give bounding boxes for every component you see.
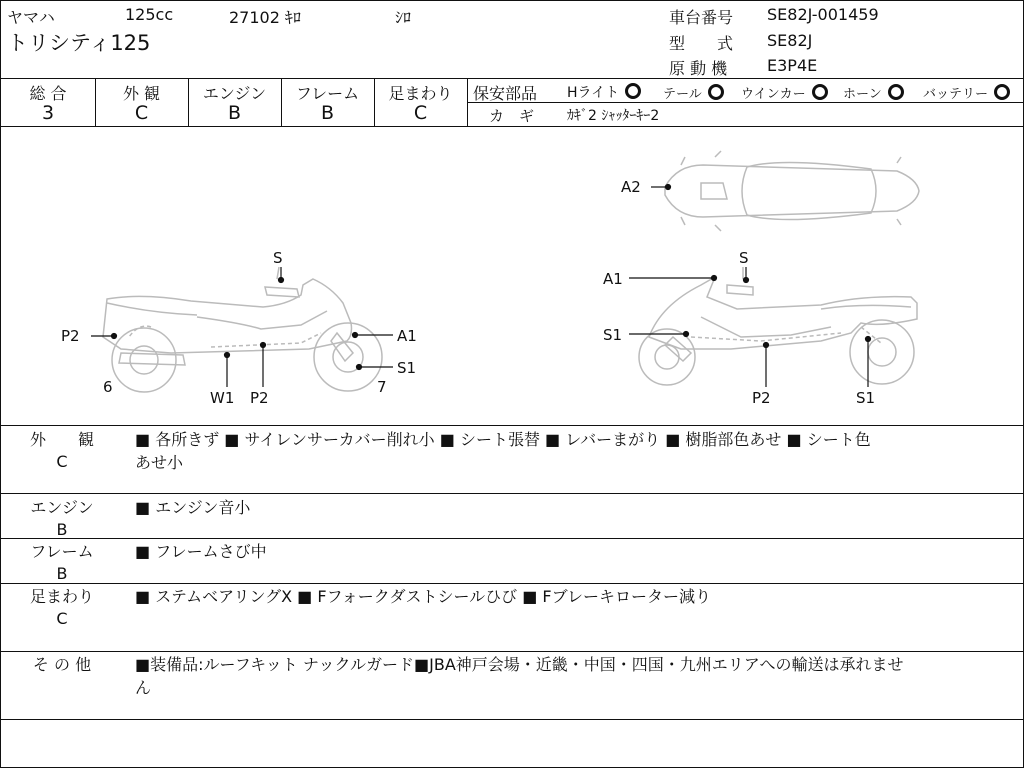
suspension-value: C <box>413 102 428 124</box>
engine-grade-value: B <box>227 102 242 124</box>
type-label: 型 式 <box>669 34 734 53</box>
ok-mark-icon <box>994 84 1010 100</box>
scooter-top-view <box>665 151 919 231</box>
diagram-label-a1: A1 <box>397 327 417 345</box>
suspension-label: 足まわり <box>388 84 453 103</box>
diagram-label-p2-bottom: P2 <box>250 389 269 407</box>
divider <box>1 538 1023 539</box>
safety-item-tail: テール <box>663 83 724 102</box>
key-label: カ ギ <box>489 107 535 125</box>
remark-text-engine: ■ エンジン音小 <box>135 498 251 517</box>
diagram-label-s-right: S <box>739 249 749 267</box>
diagram-label-s1-front: S1 <box>603 326 623 344</box>
remark-label-frame: フレーム B <box>30 542 94 583</box>
color: ｼﾛ <box>395 8 412 27</box>
overall-value: 3 <box>41 102 55 124</box>
remark-text-other: ■装備品:ルーフキット ナックルガード■JBA神戸会場・近畿・中国・四国・九州エリアへの輸送は承れませ ん <box>135 655 904 697</box>
safety-label: 保安部品 <box>473 84 538 103</box>
safety-item-winker: ウインカー <box>741 83 828 102</box>
exterior-value: C <box>134 102 149 124</box>
diagram-label-w1: W1 <box>210 389 235 407</box>
diagram-label-p2-front: P2 <box>61 327 80 345</box>
diagram-label-s1: S1 <box>397 359 417 377</box>
ok-mark-icon <box>625 83 641 99</box>
divider <box>1 425 1023 426</box>
overall-label: 総 合 <box>29 84 67 103</box>
engine-label: 原 動 機 <box>669 59 728 78</box>
divider <box>468 102 1023 103</box>
remark-label-engine: エンジン B <box>30 498 94 539</box>
exterior-label: 外 観 <box>122 84 161 103</box>
diagram-label-a1-right: A1 <box>603 270 623 288</box>
displacement: 125cc <box>125 5 174 24</box>
remark-label-suspension: 足まわり C <box>29 587 94 628</box>
diagram-label-s: S <box>273 249 283 267</box>
damage-diagram <box>1 127 1023 425</box>
divider <box>467 78 468 126</box>
scooter-side-right <box>639 267 917 385</box>
type-value: SE82J <box>767 31 813 50</box>
maker: ヤマハ <box>7 8 55 27</box>
diagram-label-7: 7 <box>377 378 387 396</box>
ok-mark-icon <box>708 84 724 100</box>
engine-grade-label: エンジン <box>202 84 267 103</box>
divider <box>1 583 1023 584</box>
safety-item-horn: ホーン <box>843 83 904 102</box>
frame-grade-value: B <box>320 102 335 124</box>
diagram-label-a2: A2 <box>621 178 641 196</box>
model-name: トリシティ125 <box>7 31 151 55</box>
diagram-label-s1-bottom: S1 <box>856 389 876 407</box>
frame-grade-label: フレーム <box>295 84 360 103</box>
frame-no: SE82J-001459 <box>767 5 879 24</box>
divider <box>1 719 1023 720</box>
remark-text-exterior: ■ 各所きず ■ サイレンサーカバー削れ小 ■ シート張替 ■ レバーまがり ■ 樹脂部色あせ ■ シート色 あせ小 <box>135 430 871 472</box>
divider <box>1 78 1023 79</box>
ok-mark-icon <box>888 84 904 100</box>
frame-no-label: 車台番号 <box>669 8 734 27</box>
diagram-label-p2-right: P2 <box>752 389 771 407</box>
scooter-side-left <box>103 267 382 392</box>
remark-text-frame: ■ フレームさび中 <box>135 542 267 561</box>
remark-text-suspension: ■ ステムベアリングX ■ Fフォークダストシールひび ■ Fブレーキローター減り <box>135 587 711 606</box>
key-value: ｶｷﾞ2 ｼｬｯﾀｰｷｰ2 <box>567 108 660 124</box>
remark-label-exterior: 外 観 C <box>29 430 94 471</box>
diagram-label-6: 6 <box>103 378 113 396</box>
safety-item-battery: バッテリー <box>923 83 1010 102</box>
ok-mark-icon <box>812 84 828 100</box>
divider <box>1 493 1023 494</box>
safety-item-headlight: Hライト <box>567 82 641 102</box>
mileage: 27102 ｷﾛ <box>229 8 301 27</box>
remark-label-other: そ の 他 <box>32 655 92 674</box>
engine-value: E3P4E <box>767 56 818 75</box>
divider <box>1 651 1023 652</box>
